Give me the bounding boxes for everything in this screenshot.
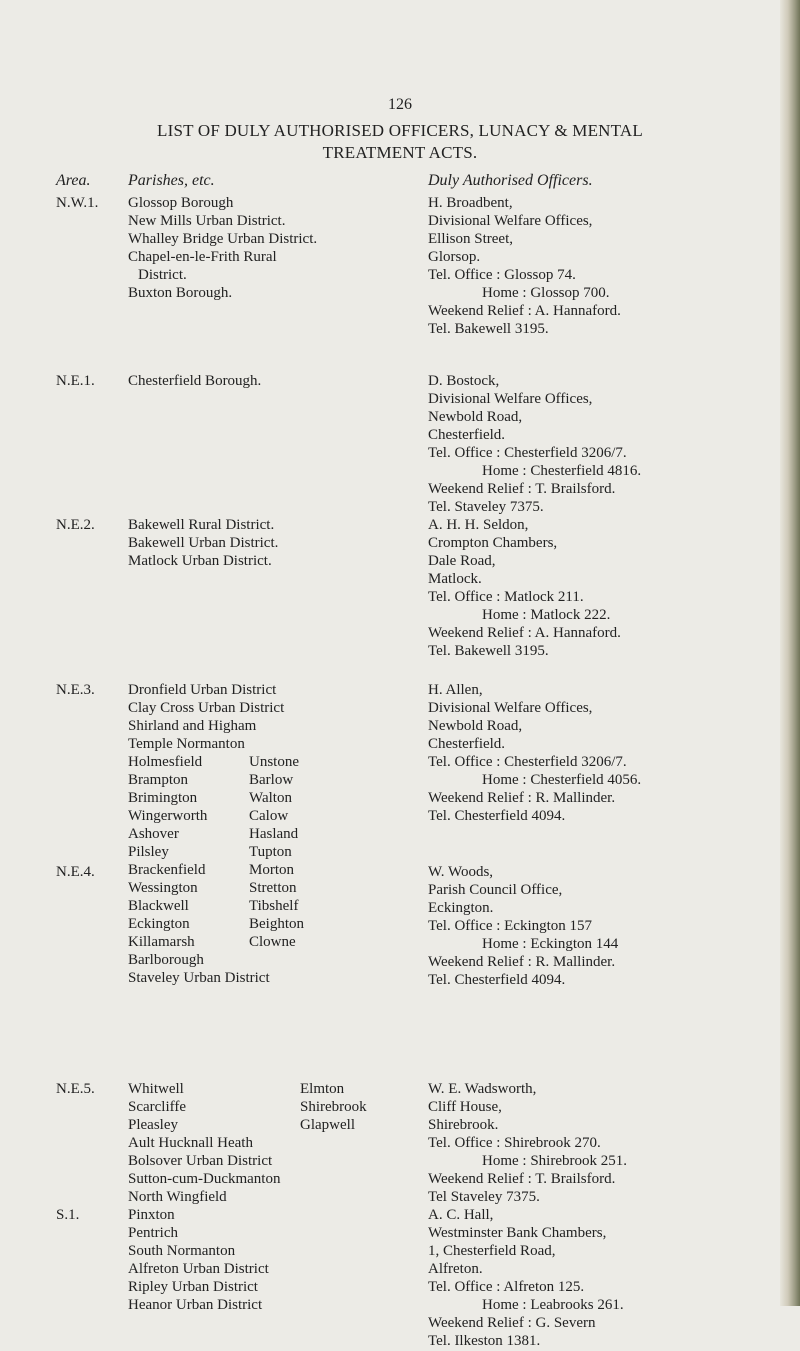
parish-entry: Eckington — [128, 916, 190, 932]
officer-entry: Weekend Relief : G. Severn — [428, 1315, 596, 1331]
parish-entry: Brampton — [128, 772, 188, 788]
officer-entry: Weekend Relief : A. Hannaford. — [428, 625, 621, 641]
officer-entry: Ellison Street, — [428, 231, 513, 247]
parish-entry: Barlborough — [128, 952, 204, 968]
area-code: N.E.3. — [56, 682, 95, 698]
officer-entry: Tel. Bakewell 3195. — [428, 321, 549, 337]
parish-entry: Hasland — [249, 826, 299, 842]
parish-entry: Wingerworth — [128, 808, 208, 824]
officer-entry: Tel. Chesterfield 4094. — [428, 972, 566, 988]
officer-entry: Tel. Office : Shirebrook 270. — [428, 1135, 601, 1151]
officer-entry: Home : Chesterfield 4816. — [482, 463, 642, 479]
parish-entry: Blackwell — [128, 898, 189, 914]
parish-entry: Morton — [249, 862, 294, 878]
parish-entry: Clowne — [249, 934, 296, 950]
parish-entry: Scarcliffe — [128, 1099, 187, 1115]
officer-entry: Home : Eckington 144 — [482, 936, 619, 952]
parish-entry: Buxton Borough. — [128, 285, 233, 301]
officer-entry: Tel. Office : Glossop 74. — [428, 267, 576, 283]
parish-entry: Bakewell Urban District. — [128, 535, 279, 551]
officer-entry: Dale Road, — [428, 553, 496, 569]
title-line-1: LIST OF DULY AUTHORISED OFFICERS, LUNACY & MENTAL — [157, 121, 643, 140]
parish-entry: Holmesfield — [128, 754, 203, 770]
officer-entry: Home : Shirebrook 251. — [482, 1153, 627, 1169]
parish-entry: Ault Hucknall Heath — [128, 1135, 253, 1151]
officer-entry: Chesterfield. — [428, 427, 506, 443]
parish-entry: New Mills Urban District. — [128, 213, 286, 229]
parish-entry: Glossop Borough — [128, 195, 234, 211]
officer-entry: Weekend Relief : R. Mallinder. — [428, 954, 616, 970]
parish-entry: Unstone — [249, 754, 299, 770]
officer-entry: Tel. Office : Matlock 211. — [428, 589, 584, 605]
header-officers: Duly Authorised Officers. — [428, 172, 593, 189]
officer-entry: Newbold Road, — [428, 718, 523, 734]
officer-entry: A. H. H. Seldon, — [428, 517, 529, 533]
parish-entry: Tibshelf — [249, 898, 299, 914]
officer-entry: H. Broadbent, — [428, 195, 513, 211]
officer-entry: D. Bostock, — [428, 373, 500, 389]
officer-entry: H. Allen, — [428, 682, 483, 698]
area-code: N.E.2. — [56, 517, 95, 533]
officer-entry: Tel. Office : Chesterfield 3206/7. — [428, 754, 627, 770]
officer-entry: Tel. Office : Chesterfield 3206/7. — [428, 445, 627, 461]
parish-entry: Shirebrook — [300, 1099, 367, 1115]
officer-entry: Home : Chesterfield 4056. — [482, 772, 642, 788]
area-code: N.E.4. — [56, 864, 95, 880]
area-code: N.W.1. — [56, 195, 99, 211]
officer-entry: Tel. Chesterfield 4094. — [428, 808, 566, 824]
officer-entry: Home : Leabrooks 261. — [482, 1297, 624, 1313]
parish-entry: Barlow — [249, 772, 294, 788]
parish-entry: Beighton — [249, 916, 304, 932]
parish-entry: Heanor Urban District — [128, 1297, 263, 1313]
title-line-2: TREATMENT ACTS. — [322, 143, 478, 162]
header-parishes: Parishes, etc. — [128, 172, 215, 189]
parish-entry: Dronfield Urban District — [128, 682, 277, 698]
parish-entry: Bakewell Rural District. — [128, 517, 275, 533]
officer-entry: Home : Glossop 700. — [482, 285, 610, 301]
officer-entry: Westminster Bank Chambers, — [428, 1225, 607, 1241]
officer-entry: Divisional Welfare Offices, — [428, 700, 593, 716]
officer-entry: Eckington. — [428, 900, 494, 916]
parish-entry: Walton — [249, 790, 292, 806]
parish-entry: Bolsover Urban District — [128, 1153, 273, 1169]
officer-entry: Weekend Relief : A. Hannaford. — [428, 303, 621, 319]
parish-entry: Pinxton — [128, 1207, 175, 1223]
parish-entry: District. — [138, 267, 187, 283]
officer-entry: 1, Chesterfield Road, — [428, 1243, 556, 1259]
parish-entry: Wessington — [128, 880, 198, 896]
officer-entry: Weekend Relief : T. Brailsford. — [428, 1171, 616, 1187]
header-area: Area. — [56, 172, 91, 189]
page-number: 126 — [388, 96, 412, 113]
officer-entry: Tel. Office : Eckington 157 — [428, 918, 593, 934]
officer-entry: W. E. Wadsworth, — [428, 1081, 537, 1097]
parish-entry: Pilsley — [128, 844, 169, 860]
officer-entry: Crompton Chambers, — [428, 535, 558, 551]
parish-entry: Killamarsh — [128, 934, 195, 950]
officer-entry: Matlock. — [428, 571, 482, 587]
parish-entry: Brimington — [128, 790, 198, 806]
officer-entry: Tel. Bakewell 3195. — [428, 643, 549, 659]
officer-entry: Glorsop. — [428, 249, 481, 265]
officer-entry: Alfreton. — [428, 1261, 483, 1277]
officer-entry: A. C. Hall, — [428, 1207, 494, 1223]
parish-entry: Staveley Urban District — [128, 970, 270, 986]
officer-entry: W. Woods, — [428, 864, 494, 880]
parish-entry: Calow — [249, 808, 289, 824]
parish-entry: Sutton-cum-Duckmanton — [128, 1171, 281, 1187]
officer-entry: Tel. Ilkeston 1381. — [428, 1333, 541, 1349]
parish-entry: Alfreton Urban District — [128, 1261, 269, 1277]
parish-entry: South Normanton — [128, 1243, 236, 1259]
parish-entry: Whitwell — [128, 1081, 184, 1097]
parish-entry: Brackenfield — [128, 862, 206, 878]
parish-entry: Clay Cross Urban District — [128, 700, 285, 716]
officer-entry: Divisional Welfare Offices, — [428, 391, 593, 407]
parish-entry: Shirland and Higham — [128, 718, 257, 734]
officer-entry: Divisional Welfare Offices, — [428, 213, 593, 229]
parish-entry: Chesterfield Borough. — [128, 373, 262, 389]
parish-entry: Stretton — [249, 880, 297, 896]
officer-entry: Parish Council Office, — [428, 882, 563, 898]
parish-entry: Temple Normanton — [128, 736, 245, 752]
officer-entry: Weekend Relief : R. Mallinder. — [428, 790, 616, 806]
officer-entry: Newbold Road, — [428, 409, 523, 425]
page-title — [0, 120, 800, 164]
parish-entry: Ripley Urban District — [128, 1279, 258, 1295]
area-code: S.1. — [56, 1207, 80, 1223]
page-edge-shadow — [780, 0, 800, 1306]
parish-entry: Elmton — [300, 1081, 345, 1097]
parish-entry: Pentrich — [128, 1225, 178, 1241]
officer-entry: Tel. Staveley 7375. — [428, 499, 544, 515]
parish-entry: Tupton — [249, 844, 292, 860]
parish-entry: Whalley Bridge Urban District. — [128, 231, 318, 247]
officer-entry: Cliff House, — [428, 1099, 502, 1115]
parish-entry: Glapwell — [300, 1117, 355, 1133]
officer-entry: Tel. Office : Alfreton 125. — [428, 1279, 585, 1295]
area-code: N.E.1. — [56, 373, 95, 389]
officer-entry: Chesterfield. — [428, 736, 506, 752]
parish-entry: Matlock Urban District. — [128, 553, 272, 569]
parish-entry: Chapel-en-le-Frith Rural — [128, 249, 277, 265]
officer-entry: Home : Matlock 222. — [482, 607, 611, 623]
area-code: N.E.5. — [56, 1081, 95, 1097]
parish-entry: Pleasley — [128, 1117, 178, 1133]
officer-entry: Shirebrook. — [428, 1117, 499, 1133]
officer-entry: Tel Staveley 7375. — [428, 1189, 540, 1205]
officer-entry: Weekend Relief : T. Brailsford. — [428, 481, 616, 497]
parish-entry: North Wingfield — [128, 1189, 227, 1205]
parish-entry: Ashover — [128, 826, 179, 842]
